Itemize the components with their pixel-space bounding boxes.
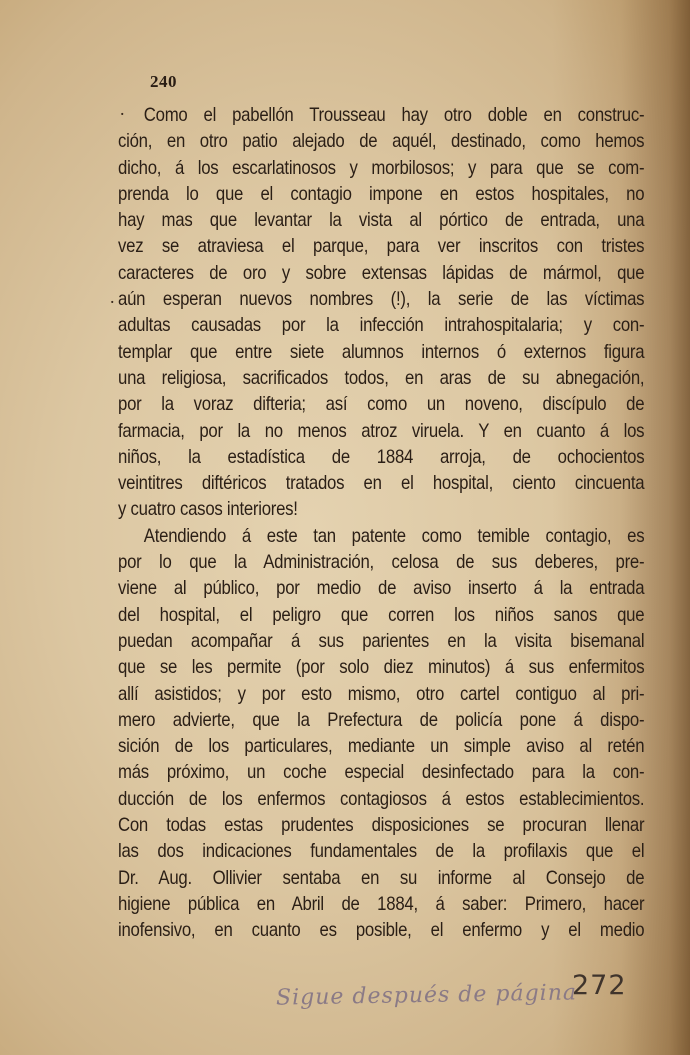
text-line: viene al público, por medio de aviso inserto á la entrada — [118, 577, 645, 600]
body-text — [118, 99, 645, 944]
margin-mark: . — [110, 287, 115, 307]
text-line: templar que entre siete alumnos internos ó externos figura — [118, 340, 645, 363]
handwritten-note: Sigue después de página — [275, 980, 578, 1011]
text-line: Con todas estas prudentes disposiciones se procuran llenar — [118, 814, 645, 837]
text-line: por la voraz difteria; así como un noveno, discípulo de — [118, 393, 645, 416]
margin-mark: . — [120, 99, 125, 119]
text-line: farmacia, por la no menos atroz viruela. Y en cuanto á los — [118, 419, 645, 442]
page-number: 240 — [150, 72, 177, 91]
text-line: Como el pabellón Trousseau hay otro doble en construc- — [143, 104, 645, 126]
text-line: las dos indicaciones fundamentales de la profilaxis que el — [118, 840, 645, 863]
text-line: que se les permite (por solo diez minutos) á sus enfermitos — [118, 656, 645, 679]
text-line: por lo que la Administración, celosa de sus deberes, pre- — [118, 551, 645, 574]
text-line: inofensivo, en cuanto es posible, el enfermo y el medio — [118, 919, 645, 942]
text-line: higiene pública en Abril de 1884, á saber: Primero, hacer — [118, 892, 645, 915]
text-line: más próximo, un coche especial desinfectado para la con- — [118, 761, 645, 784]
text-line: adultas causadas por la infección intrahospitalaria; y con- — [118, 314, 645, 337]
text-line: allí asistidos; y por esto mismo, otro cartel contiguo al pri- — [118, 682, 645, 705]
text-line: Atendiendo á este tan patente como temible contagio, es — [143, 524, 645, 547]
text-line: niños, la estadística de 1884 arroja, de ochocientos — [118, 445, 645, 468]
text-line: puedan acompañar á sus parientes en la visita bisemanal — [118, 629, 645, 652]
text-line: aún esperan nuevos nombres (!), la serie de las víctimas — [118, 288, 645, 311]
handwritten-page-reference: 272 — [572, 970, 627, 1001]
text-line: prenda lo que el contagio impone en estos hospitales, no — [118, 182, 645, 205]
text-line: hay mas que levantar la vista al pórtico de entrada, una — [118, 209, 645, 232]
text-line: ción, en otro patio alejado de aquél, destinado, como hemos — [118, 130, 645, 153]
text-line: mero advierte, que la Prefectura de policía pone á dispo- — [118, 708, 645, 731]
text-line: Dr. Aug. Ollivier sentaba en su informe al Consejo de — [118, 866, 645, 889]
text-line: veintitres diftéricos tratados en el hospital, ciento cincuenta — [118, 472, 645, 495]
text-line: dicho, á los escarlatinosos y morbilosos; y para que se com- — [118, 156, 645, 179]
text-line: y cuatro casos interiores! — [118, 498, 298, 521]
text-line: una religiosa, sacrificados todos, en aras de su abnegación, — [118, 366, 645, 389]
text-line: ducción de los enfermos contagiosos á estos establecimientos. — [118, 787, 645, 810]
text-line: caracteres de oro y sobre extensas lápidas de mármol, que — [118, 261, 645, 284]
text-line: del hospital, el peligro que corren los niños sanos que — [118, 603, 645, 626]
text-line: sición de los particulares, mediante un simple aviso al retén — [118, 735, 645, 758]
text-line: vez se atraviesa el parque, para ver inscritos con tristes — [118, 235, 645, 258]
